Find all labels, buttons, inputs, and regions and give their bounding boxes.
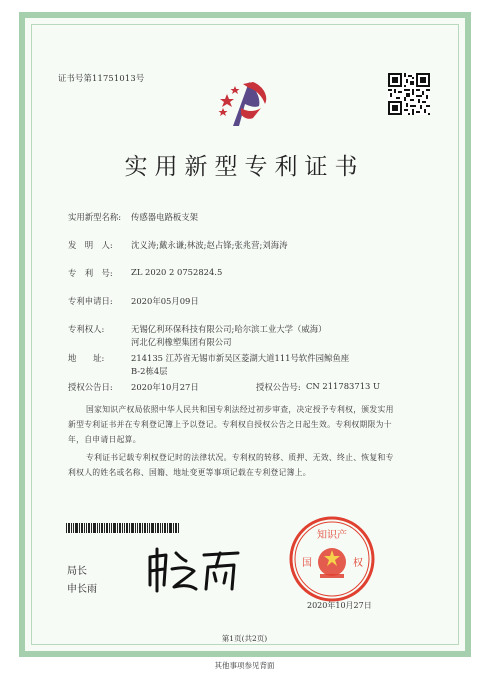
certificate-number: 证书号第11751013号 xyxy=(58,73,145,83)
field-label-patentee: 专利权人: xyxy=(68,324,105,334)
footer-note: 其他事项参见背面 xyxy=(214,661,275,670)
field-value-patentee: 无锡亿利环保科技有限公司;哈尔滨工业大学（威海） xyxy=(131,324,327,334)
paragraph-grant-line-1: 国家知识产权局依照中华人民共和国专利法经过初步审查，决定授予专利权，颁发实用 xyxy=(86,405,394,414)
svg-text:国: 国 xyxy=(302,558,312,569)
field-value-address: 214135 江苏省无锡市新吴区菱湖大道111号软件园鲸鱼座 xyxy=(131,353,350,363)
barcode-icon xyxy=(66,523,180,533)
paragraph-grant-line-3: 年，自申请日起算。 xyxy=(68,435,141,444)
field-label-address: 地 址: xyxy=(68,353,105,363)
seal-date: 2020年10月27日 xyxy=(307,601,372,610)
official-seal-icon xyxy=(289,516,375,602)
field-value-inventors: 沈义涛;戴永谦;林波;赵占锋;张兆营;刘海涛 xyxy=(131,240,288,250)
seal-text: 知识产 xyxy=(317,530,347,541)
field-label-patent-number: 专 利 号: xyxy=(68,268,113,278)
signatory-name: 申长雨 xyxy=(67,584,97,595)
field-value-name: 传感器电路板支架 xyxy=(131,212,198,222)
paragraph-grant-line-2: 新型专利证书并在专利登记簿上予以登记。专利权自授权公告之日起生效。专利权期限为十 xyxy=(68,420,392,429)
field-label-inventors: 发 明 人: xyxy=(68,240,113,250)
certificate-title: 实用新型专利证书 xyxy=(124,154,365,180)
field-label-name: 实用新型名称: xyxy=(68,212,122,222)
cnipa-logo-icon xyxy=(213,78,271,130)
svg-text:权: 权 xyxy=(353,558,363,569)
paragraph-grant xyxy=(68,402,428,447)
announcement-number-label: 授权公告号: xyxy=(256,382,301,392)
paragraph-legal-status xyxy=(68,450,428,480)
paragraph-legal-line-2: 利权人的姓名或名称、国籍、地址变更等事项记载在专利登记簿上。 xyxy=(68,468,311,477)
page-indicator: 第1页(共2页) xyxy=(221,634,268,643)
qr-code-icon xyxy=(388,73,430,115)
announcement-number-value: CN 211783713 U xyxy=(306,381,381,391)
field-label-application-date: 专利申请日: xyxy=(68,296,113,306)
field-value-application-date: 2020年05月09日 xyxy=(131,296,199,306)
paragraph-legal-line-1: 专利证书记载专利权登记时的法律状况。专利权的转移、质押、无效、终止、恢复和专 xyxy=(86,453,394,462)
field-value-patent-number: ZL 2020 2 0752824.5 xyxy=(131,267,223,277)
signatory-role: 局长 xyxy=(67,566,87,577)
field-value-address-line2: B-2栋4层 xyxy=(131,366,168,376)
handwritten-signature xyxy=(142,545,254,595)
announcement-date-label: 授权公告日: xyxy=(68,382,113,392)
field-value-patentee-line2: 河北亿利橡塑集团有限公司 xyxy=(131,337,232,347)
announcement-date-value: 2020年10月27日 xyxy=(131,382,199,392)
